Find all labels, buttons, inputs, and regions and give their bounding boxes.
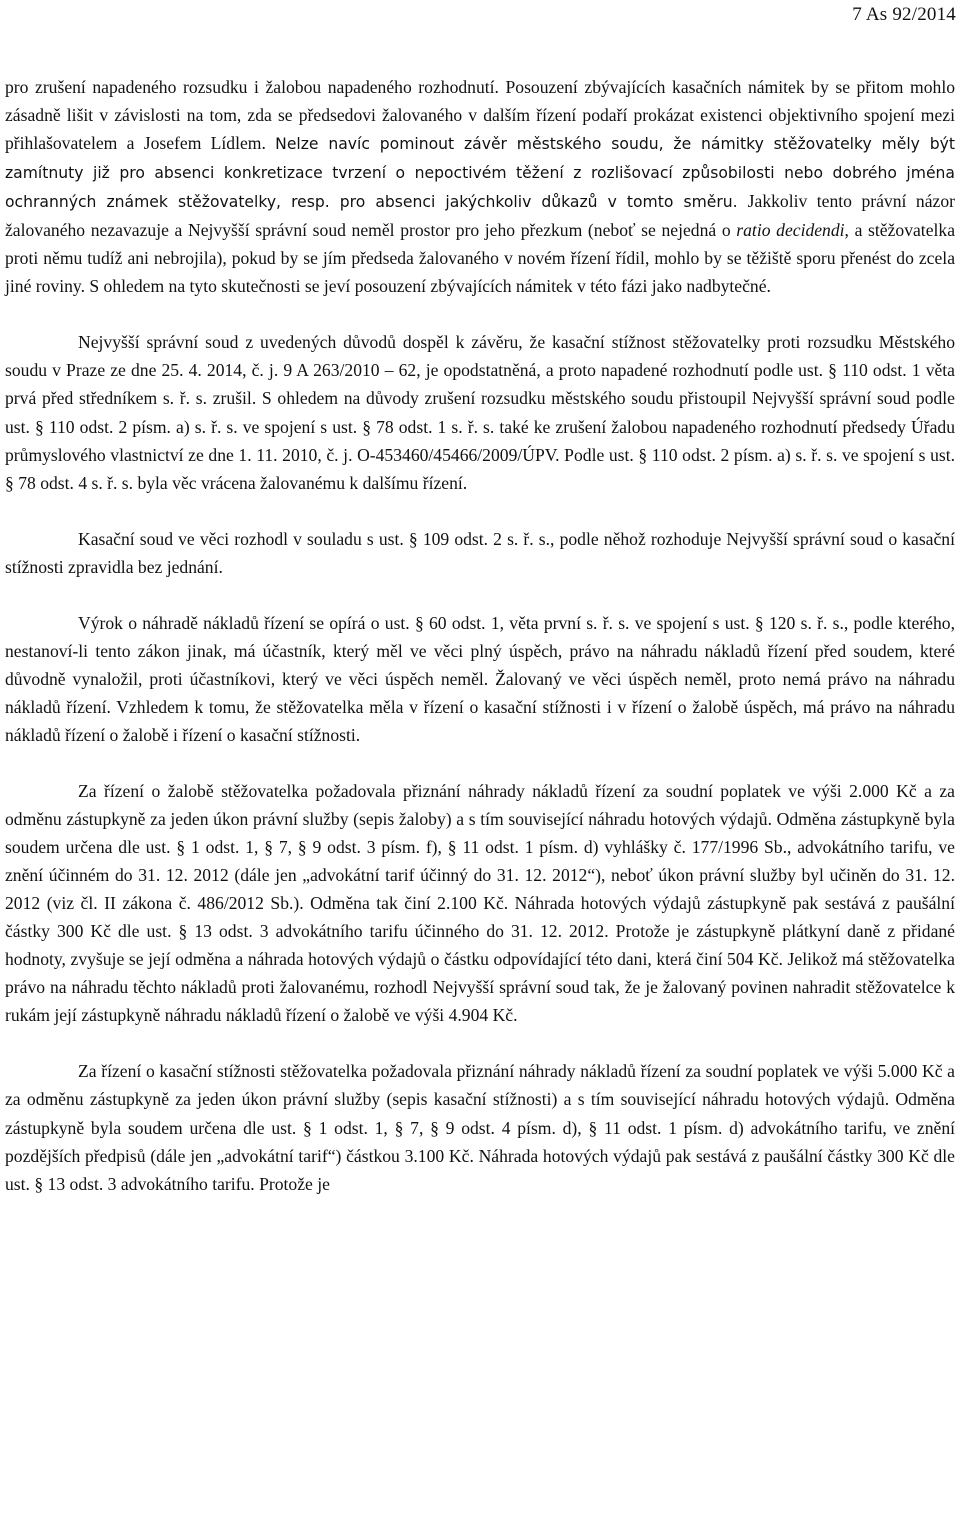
ratio-decidendi-term: ratio decidendi bbox=[736, 220, 845, 241]
paragraph-6-text: Za řízení o kasační stížnosti stěžovatelka požadovala přiznání náhrady nákladů řízení za soudní poplatek ve výši 5.000 Kč a za odměnu zástupkyně za jeden úkon právní služby (sepis kasační stížnosti) a s tím související náhradu hotových výdajů. Odměna zástupkyně byla soudem určena dle ust. § 1 odst. 1, § 7, § 9 odst. 4 písm. d), § 11 odst. 1 písm. d) advokátního tarifu, ve znění pozdějších předpisů (dále jen „advokátní tarif“) částkou 3.100 Kč. Náhrada hotových výdajů pak sestává z paušální částky 300 Kč dle ust. § 13 odst. 3 advokátního tarifu. Protože je bbox=[5, 1061, 955, 1194]
paragraph-4 bbox=[5, 609, 955, 749]
paragraph-2 bbox=[5, 328, 955, 496]
paragraph-1-text-d: , a stěžovatelka proti němu tudíž ani nebrojila), pokud by se jím předseda žalovaného v novém řízení řídil, mohlo by se těžiště sporu přenést do zcela jiné roviny. S ohledem na tyto skutečnosti se jeví posouzení zbývajících námitek v této fázi jako nadbytečné. bbox=[5, 220, 956, 297]
paragraph-2-text: Nejvyšší správní soud z uvedených důvodů dospěl k závěru, že kasační stížnost stěžovatelky proti rozsudku Městského soudu v Praze ze dne 25. 4. 2014, č. j. 9 A 263/2010 – 62, je opodstatněná, a proto napadené rozhodnutí podle ust. § 110 odst. 1 věta prvá před středníkem s. ř. s. zrušil. S ohledem na důvody zrušení rozsudku městského soudu přistoupil Nejvyšší správní soud podle ust. § 110 odst. 2 písm. a) s. ř. s. ve spojení s ust. § 78 odst. 1 s. ř. s. také ke zrušení žalobou napadeného rozhodnutí předsedy Úřadu průmyslového vlastnictví ze dne 1. 11. 2010, č. j. O-453460/45466/2009/ÚPV. Podle ust. § 110 odst. 2 písm. a) s. ř. s. ve spojení s ust. § 78 odst. 4 s. ř. s. byla věc vrácena žalovanému k dalšímu řízení. bbox=[5, 332, 955, 493]
paragraph-3 bbox=[5, 525, 955, 581]
paragraph-1-text-b: Nelze navíc pominout závěr městského soudu, že námitky stěžovatelky měly být zamítnuty již pro absenci konkretizace tvrzení o nepoctivém těžení z rozlišovací způsobilosti nebo dobrého jména ochranných známek stěžovatelky, resp. pro absenci jakýchkoliv důkazů v tomto směru. bbox=[5, 135, 955, 212]
paragraph-1 bbox=[5, 73, 955, 300]
paragraph-6 bbox=[5, 1057, 955, 1197]
paragraph-1-text-a: pro zrušení napadeného rozsudku i žalobou napadeného rozhodnutí. Posouzení zbývajících kasačních námitek by se přitom mohlo zásadně lišit v závislosti na tom, zda se předsedovi žalovaného v dalším řízení podaří prokázat existenci objektivního spojení mezi přihlašovatelem a Josefem Lídlem. bbox=[5, 77, 955, 154]
case-number-header: 7 As 92/2014 bbox=[852, 4, 956, 25]
paragraph-1-text-c: Jakkoliv tento právní názor žalovaného nezavazuje a Nejvyšší správní soud neměl prostor pro jeho přezkum (neboť se nejedná o bbox=[5, 191, 955, 241]
paragraph-4-text: Výrok o náhradě nákladů řízení se opírá o ust. § 60 odst. 1, věta první s. ř. s. ve spojení s ust. § 120 s. ř. s., podle kterého, nestanoví-li tento zákon jinak, má účastník, který měl ve věci plný úspěch, právo na náhradu nákladů řízení před soudem, které důvodně vynaložil, proti účastníkovi, který ve věci úspěch neměl. Žalovaný ve věci úspěch neměl, proto nemá právo na náhradu nákladů řízení. Vzhledem k tomu, že stěžovatelka měla v řízení o kasační stížnosti i v řízení o žalobě úspěch, má právo na náhradu nákladů řízení o žalobě i řízení o kasační stížnosti. bbox=[5, 612, 955, 745]
paragraph-3-text: Kasační soud ve věci rozhodl v souladu s ust. § 109 odst. 2 s. ř. s., podle něhož rozhoduje Nejvyšší správní soud o kasační stížnosti zpravidla bez jednání. bbox=[5, 528, 955, 577]
paragraph-5 bbox=[5, 777, 955, 1029]
paragraph-5-text: Za řízení o žalobě stěžovatelka požadovala přiznání náhrady nákladů řízení za soudní poplatek ve výši 2.000 Kč a za odměnu zástupkyně za jeden úkon právní služby (sepis žaloby) a s tím související náhradu hotových výdajů. Odměna zástupkyně byla soudem určena dle ust. § 1 odst. 1, § 7, § 9 odst. 3 písm. f), § 11 odst. 1 písm. d) vyhlášky č. 177/1996 Sb., advokátního tarifu, ve znění účinném do 31. 12. 2012 (dále jen „advokátní tarif účinný do 31. 12. 2012“), neboť úkon právní služby byl učiněn do 31. 12. 2012 (viz čl. II zákona č. 486/2012 Sb.). Odměna tak činí 2.100 Kč. Náhrada hotových výdajů zástupkyně pak sestává z paušální částky 300 Kč dle ust. § 13 odst. 3 advokátního tarifu účinného do 31. 12. 2012. Protože je zástupkyně plátkyní daně z přidané hodnoty, zvyšuje se její odměna a náhrada hotových výdajů o částku odpovídající této dani, která činí 504 Kč. Jelikož má stěžovatelka právo na náhradu těchto nákladů proti žalovanému, rozhodl Nejvyšší správní soud tak, že je žalovaný povinen nahradit stěžovatelce k rukám její zástupkyně náhradu nákladů řízení o žalobě ve výši 4.904 Kč. bbox=[5, 780, 955, 1026]
document-body bbox=[5, 73, 955, 1198]
